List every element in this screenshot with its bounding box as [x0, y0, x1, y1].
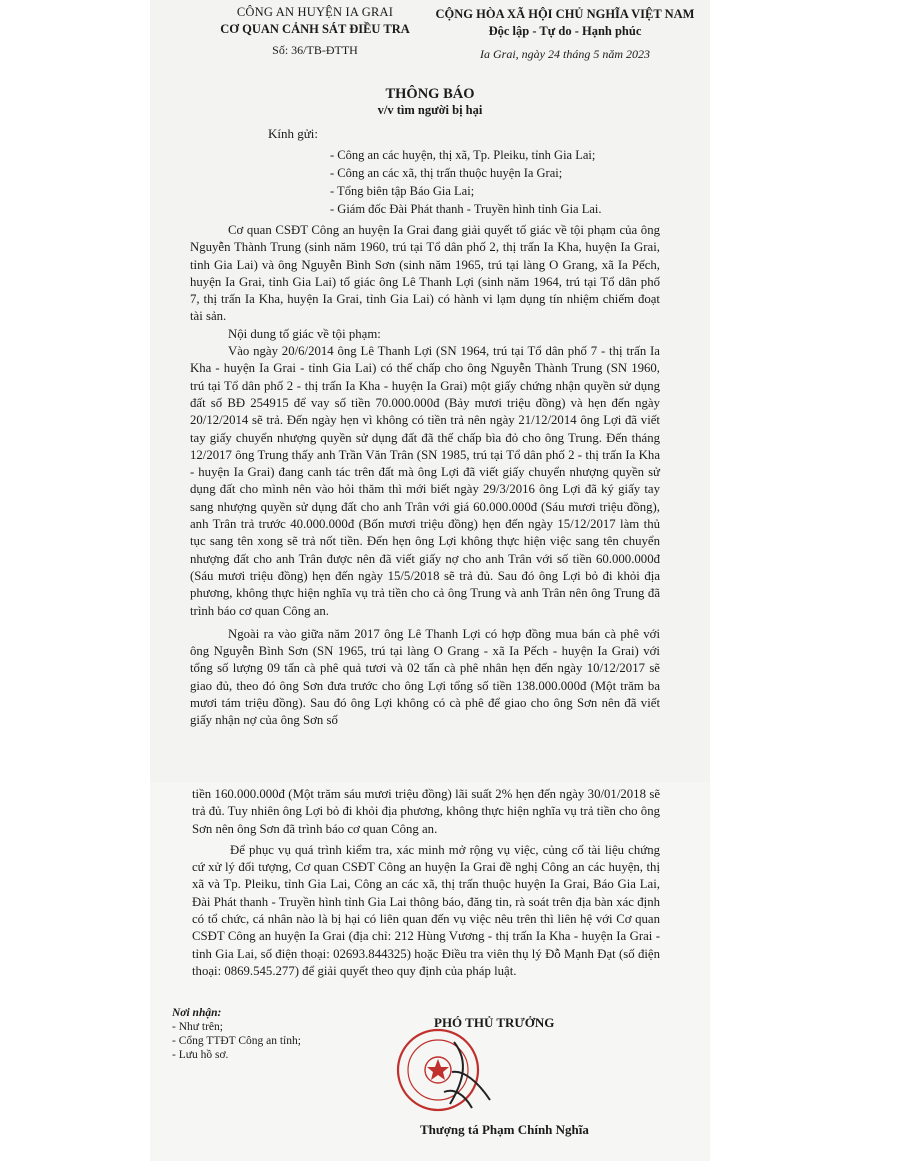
request-paragraph: Để phục vụ quá trình kiểm tra, xác minh mở rộng vụ việc, củng cố tài liệu chứng cứ xử lý đối tượng, Cơ quan CSĐT Công an huyện Ia Grai đề nghị Công an các huyện, thị xã và Tp. Pleiku, tỉnh Gia Lai, Công an các xã, thị trấn thuộc huyện Ia Grai, Báo Gia Lai, Đài Phát thanh - Truyền hình tỉnh Gia Lai thông báo, đăng tin, rà soát trên địa bàn xác định có tổ chức, cá nhân nào là bị hại có liên quan đến vụ việc nêu trên thì liên hệ với Cơ quan CSĐT Công an huyện Ia Grai (địa chỉ: 212 Hùng Vương - thị trấn Ia Kha - huyện Ia Grai - tỉnh Gia Lai, số điện thoại: 02693.844325) hoặc Điều tra viên thụ lý Đỗ Mạnh Đạt (số điện thoại: 0869.545.277) để giải quyết theo quy định của pháp luật. — [192, 842, 660, 978]
document-title: THÔNG BÁO — [385, 86, 475, 102]
distribution-list — [172, 1006, 301, 1062]
issue-date: Ia Grai, ngày 24 tháng 5 năm 2023 — [480, 47, 650, 61]
document-body — [190, 222, 660, 730]
salutation: Kính gửi: — [268, 126, 319, 141]
official-seal-icon — [392, 1022, 502, 1122]
nation-block — [420, 6, 710, 63]
signer-title: PHÓ THỦ TRƯỞNG — [434, 1015, 555, 1030]
document-subtitle: v/v tìm người bị hại — [377, 103, 483, 117]
distribution-item: - Cổng TTĐT Công an tỉnh; — [172, 1035, 301, 1047]
issuer-block — [200, 4, 430, 59]
signer-name: Thượng tá Phạm Chính Nghĩa — [420, 1122, 589, 1137]
intro-paragraph: Cơ quan CSĐT Công an huyện Ia Grai đang giải quyết tố giác về tội phạm của ông Nguyễn Thành Trung (sinh năm 1960, trú tại Tổ dân phố 2, thị trấn Ia Kha, huyện Ia Grai, tỉnh Gia Lai) và ông Nguyễn Bình Sơn (sinh năm 1965, trú tại làng O Grang, xã Ia Pếch, huyện Ia Grai, tỉnh Gia Lai) tố giác ông Lê Thanh Lợi (sinh năm 1964, trú tại Tổ dân phố 7, thị trấn Ia Kha, huyện Ia Grai, tỉnh Gia Lai) có hành vi lạm dụng tín nhiệm chiếm đoạt tài sản. — [190, 223, 660, 324]
agency-name: CÔNG AN HUYỆN IA GRAI — [236, 5, 394, 19]
document-number: Số: 36/TB-ĐTTH — [272, 43, 358, 57]
distribution-item: - Như trên; — [172, 1021, 223, 1033]
recipient-item: - Công an các huyện, thị xã, Tp. Pleiku, tỉnh Gia Lai; — [330, 148, 596, 162]
national-motto: Độc lập - Tự do - Hạnh phúc — [488, 24, 642, 38]
recipient-list — [330, 146, 602, 218]
recipient-item: - Công an các xã, thị trấn thuộc huyện Ia Grai; — [330, 166, 563, 180]
recipient-item: - Tổng biên tập Báo Gia Lai; — [330, 184, 475, 198]
department-name: CƠ QUAN CẢNH SÁT ĐIỀU TRA — [220, 22, 410, 36]
distribution-item: - Lưu hồ sơ. — [172, 1049, 229, 1061]
distribution-heading: Nơi nhận: — [172, 1007, 222, 1019]
case-son-paragraph: Ngoài ra vào giữa năm 2017 ông Lê Thanh Lợi có hợp đồng mua bán cà phê với ông Nguyễn Bình Sơn (SN 1965, trú tại làng O Grang - xã Ia Pếch - huyện Ia Grai) với tổng số lượng 09 tấn cà phê quả tươi và 02 tấn cà phê nhân hẹn đến ngày 10/12/2017 sẽ giao đủ, theo đó ông Sơn đưa trước cho ông Lợi tổng số tiền 138.000.000đ (Một trăm ba mươi tám triệu đồng). Sau đó ông Lợi không có cà phê để giao cho ông Sơn nên đã viết giấy nhận nợ của ông Sơn số — [190, 626, 660, 728]
case-trung-paragraph: Vào ngày 20/6/2014 ông Lê Thanh Lợi (SN 1964, trú tại Tổ dân phố 7 - thị trấn Ia Kha - huyện Ia Grai - tỉnh Gia Lai) có thế chấp cho ông Nguyễn Thành Trung (SN 1960, trú tại Tổ dân phố 2 - thị trấn Ia Kha - huyện Ia Grai) một giấy chứng nhận quyền sử dụng đất số BĐ 254915 để vay số tiền 70.000.000đ (Bảy mươi triệu đồng) và hẹn đến ngày 20/12/2014 sẽ trả. Đến ngày hẹn vì không có tiền trả nên ngày 21/12/2014 ông Lợi đã viết tay giấy chuyển nhượng quyền sử dụng đất đã thế chấp bìa đỏ cho ông Trung. Đến tháng 12/2017 ông Trung thấy anh Trần Văn Trân (SN 1985, trú tại Tổ dân phố 2 - thị trấn Ia Kha - huyện Ia Grai) đang canh tác trên đất mà ông Lợi đã viết giấy chuyển nhượng quyền sử dụng đất cho mình nên vào hỏi thăm thì mới biết ngày 29/3/2016 ông Lợi đã ký giấy tay sang nhượng quyền sử dụng đất cho anh Trân với giá 60.000.000đ (Sáu mươi triệu đồng), anh Trân trả trước 40.000.000đ (Bốn mươi triệu đồng) hẹn đến ngày 15/12/2017 làm thủ tục sang tên xong sẽ trả nốt tiền. Đến hẹn ông Lợi không thực hiện việc sang tên chuyển nhượng đất cho anh Trân được nên đã viết giấy nợ cho anh Trân với số tiền 60.000.000đ (Sáu mươi triệu đồng) hẹn đến ngày 15/5/2018 sẽ trả đủ. Sau đó ông Lợi bỏ đi khỏi địa phương, không thực hiện nghĩa vụ trả tiền cho cả ông Trung và anh Trân nên ông Trung đã trình báo cơ quan Công an. — [190, 344, 660, 618]
section-heading: Nội dung tố giác về tội phạm: — [228, 326, 381, 341]
recipient-item: - Giám đốc Đài Phát thanh - Truyền hình tỉnh Gia Lai. — [330, 202, 602, 216]
continuation-paragraph: tiền 160.000.000đ (Một trăm sáu mươi triệu đồng) lãi suất 2% hẹn đến ngày 30/01/2018 sẽ trả đủ. Tuy nhiên ông Lợi bỏ đi khỏi địa phương, không thực hiện nghĩa vụ trả tiền cho ông Sơn nên ông Sơn đã trình báo cơ quan Công an. — [192, 787, 660, 836]
nation-name: CỘNG HÒA XÃ HỘI CHỦ NGHĨA VIỆT NAM — [435, 7, 695, 21]
document-body-continued — [192, 786, 660, 980]
